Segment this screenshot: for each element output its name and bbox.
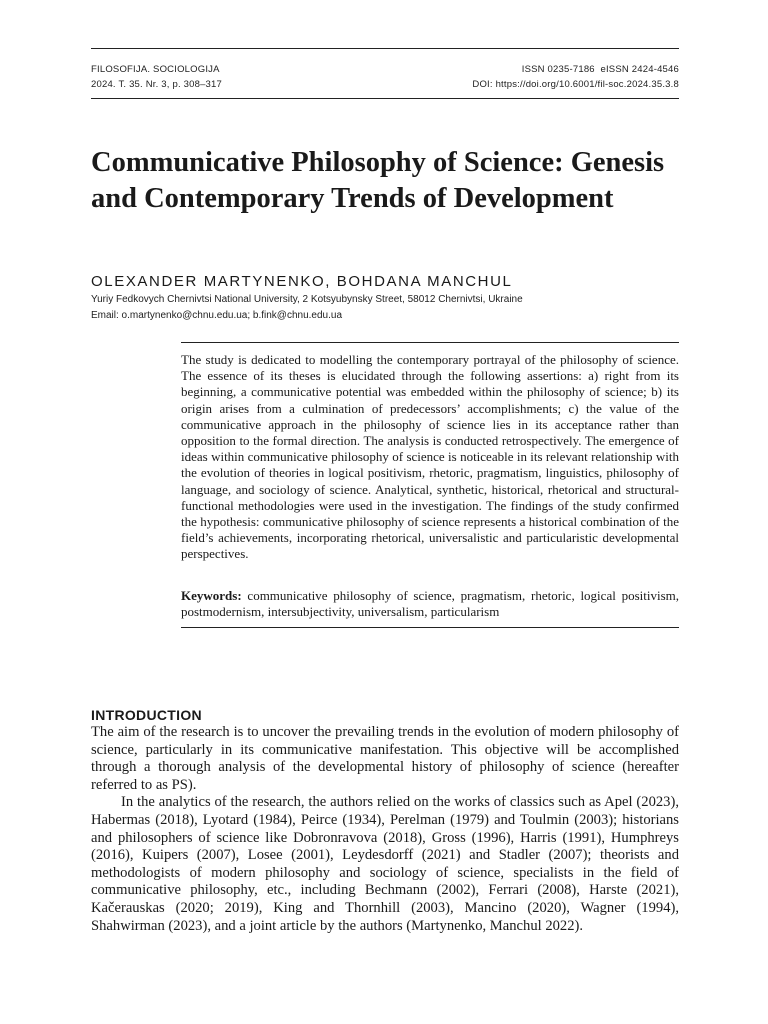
abstract-top-rule [181, 342, 679, 343]
identifier-info [472, 62, 679, 92]
issn: ISSN 0235-7186 eISSN 2424-4546 [521, 64, 679, 75]
author-affiliation: Yuriy Fedkovych Chernivtsi National University, 2 Kotsyubynsky Street, 58012 Chernivtsi, Ukraine [91, 294, 523, 305]
introduction-body [91, 724, 679, 935]
article-authors: OLEXANDER MARTYNENKO, BOHDANA MANCHUL [91, 273, 513, 290]
article-title: Communicative Philosophy of Science: Genesis and Contemporary Trends of Development [91, 147, 665, 214]
body-paragraph: In the analytics of the research, the authors relied on the works of classics such as Apel (2023), Habermas (2018), Lyotard (1984), Peirce (1934), Perelman (1979) and Toulmin (2003); historians and philosophers of science like Dobronravova (2018), Gross (1996), Harris (1991), Humphreys (2016), Kuipers (2007), Losee (2001), Leydesdorff (2021) and Stadler (2007); theorists and methodologists of modern philosophy and sociology of science, specialists in the field of communicative philosophy, etc., including Bechmann (2002), Ferrari (2008), Harste (2021), Kačerauskas (2020; 2019), King and Thornhill (2003), Mancino (2020), Wagner (1994), Shahwirman (2023), and a joint article by the authors (Martynenko, Manchul 2022). [91, 794, 679, 934]
abstract-text: The study is dedicated to modelling the contemporary portrayal of the philosophy of science. The essence of its theses is elucidated through the following assertions: a) right from its beginning, a communicative potential was embedded within the philosophy of science; b) its origin arises from a culmination of predecessors’ accomplishments; c) the value of the communicative approach in the philosophy of science lies in its acceptance rather than opposition to the formal direction. The analysis is conducted retrospectively. The emergence of ideas within communicative philosophy of science is noticeable in its relevant relationship with the evolution of theories in logical positivism, rhetoric, pragmatism, linguistics, philosophy of language, and sociology of science. Analytical, synthetic, historical, rhetorical and structural-functional methodologies were used in the investigation. The findings of the study confirmed the hypothesis: communicative philosophy of science represents a historical combination of the field’s achievements, incorporating rhetorical, universalistic and particularistic developmental perspectives. [181, 352, 679, 562]
volume-info: 2024. T. 35. Nr. 3, p. 308–317 [91, 79, 223, 90]
body-paragraph: The aim of the research is to uncover the prevailing trends in the evolution of modern philosophy of science, particularly in its communicative manifestation. This objective will be accomplished through a thorough analysis of the developmental history of philosophy of science (hereafter referred to as PS). [91, 724, 679, 793]
keywords-label: Keywords: [181, 588, 242, 603]
doi-link[interactable]: DOI: https://doi.org/10.6001/fil-soc.2024.35.3.8 [472, 79, 679, 90]
journal-name: FILOSOFIJA. SOCIOLOGIJA [91, 64, 220, 75]
section-heading-introduction: INTRODUCTION [91, 707, 202, 723]
journal-info [91, 62, 222, 92]
author-email[interactable]: Email: o.martynenko@chnu.edu.ua; b.fink@chnu.edu.ua [91, 310, 343, 321]
header-rule [91, 98, 679, 99]
top-rule [91, 48, 679, 49]
keywords-list: communicative philosophy of science, pragmatism, rhetoric, logical positivism, postmodernism, intersubjectivity, universalism, particularism [181, 588, 679, 620]
keywords-block [181, 588, 679, 620]
abstract-bottom-rule [181, 627, 679, 628]
